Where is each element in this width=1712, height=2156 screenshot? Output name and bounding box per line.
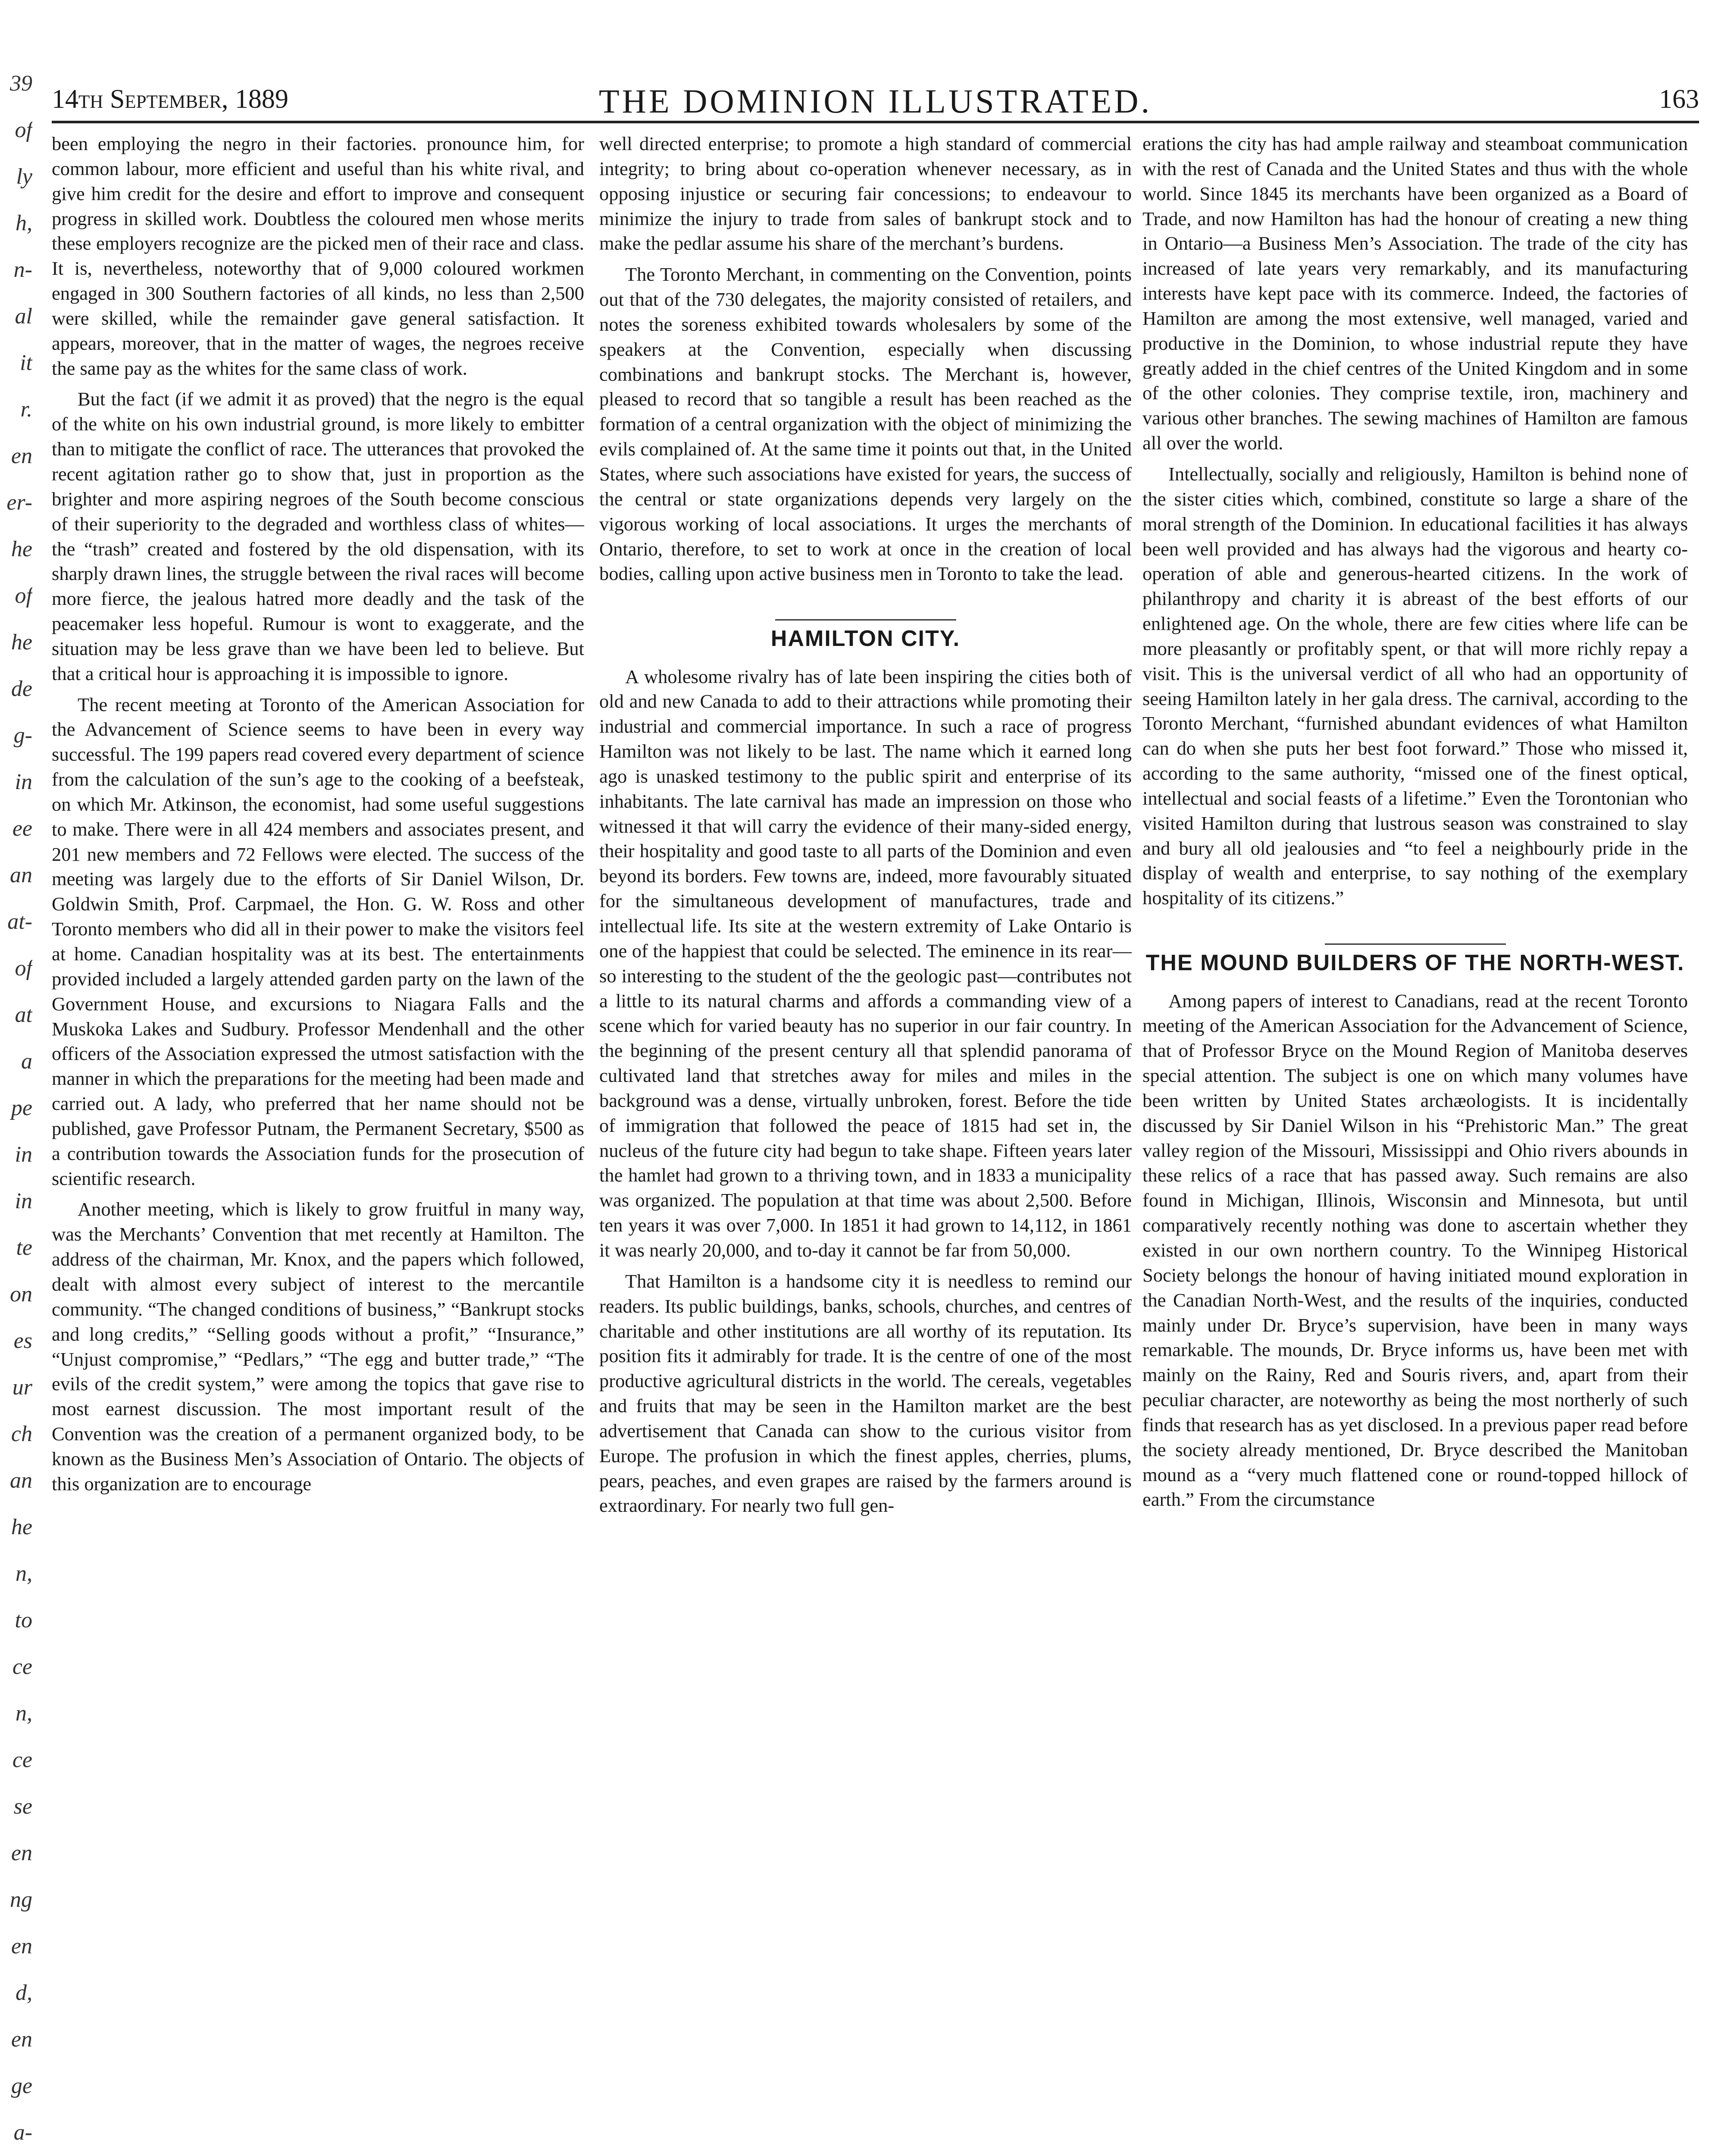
column-3 (1142, 132, 1688, 2156)
margin-fragment: ee (12, 816, 32, 841)
margin-fragment: he (11, 1515, 32, 1539)
margin-fragment: a (21, 1049, 32, 1074)
margin-fragment: at (15, 1003, 32, 1027)
margin-fragment: of (15, 956, 32, 981)
margin-fragment: r. (20, 397, 32, 422)
publication-title: THE DOMINION ILLUSTRATED. (598, 82, 1152, 120)
section-divider (1142, 924, 1688, 937)
margin-fragment: ng (10, 1887, 32, 1912)
margin-fragment: in (15, 770, 32, 794)
margin-fragment: en (11, 444, 32, 468)
page-header (52, 73, 1699, 123)
margin-fragment: te (16, 1235, 32, 1260)
issue-date: 14th September, 1889 (52, 85, 288, 114)
margin-fragment: al (15, 304, 32, 329)
margin-fragment: er- (6, 490, 32, 515)
hamilton-heading: HAMILTON CITY. (770, 626, 961, 652)
paragraph: Intellectually, socially and religiously, Hamilton is behind none of the sister cities which, combined, constitute so large a share of the moral strength of the Dominion. In educational facilities it has always been well provided and has always had the vigorous and hearty co-operation of able and generous-hearted citizens. In the work of philanthropy and charity it is abreast of the best efforts of our enlightened age. On the whole, there are few cities where life can be more pleasantly or profitably spent, or that will more richly repay a visit. This is the universal verdict of all who had an opportunity of seeing Hamilton lately in her gala dress. The carnival, according to the Toronto Merchant, “furnished abundant evidences of what Hamilton can do when she puts her best foot forward.” Those who missed it, according to the same authority, “missed one of the finest optical, intellectual and social feasts of a lifetime.” Even the Torontonian who visited Hamilton during that lustrous season was constrained to slay and bury all old jealousies and “to feel a neighbourly pride in the display of wealth and enterprise, to say nothing of the exemplary hospitality of its citizens.” (1142, 463, 1688, 909)
margin-fragment: ly (16, 164, 32, 189)
margin-fragment: an (10, 1468, 32, 1493)
margin-fragment: h, (16, 211, 32, 235)
margin-fragment: he (11, 537, 32, 561)
margin-fragment: n- (13, 257, 32, 282)
margin-fragment: en (11, 1934, 32, 1959)
margin-fragment: 39 (10, 71, 32, 96)
margin-fragment: es (13, 1329, 32, 1353)
margin-fragment: it (20, 351, 32, 375)
margin-fragment: en (11, 1841, 32, 1865)
paragraph: well directed enterprise; to promote a high standard of commercial integrity; to bring about co-operation whenever necessary, as in opposing injustice or securing fair concessions; to endeavour to minimize the injury to trade from sales of bankrupt stock and to make the pedlar assume his share of the merchant’s burdens. (599, 133, 1132, 254)
margin-fragment: on (10, 1282, 32, 1307)
page-number: 163 (1659, 85, 1699, 114)
section-divider (599, 599, 1132, 612)
paragraph: been employing the negro in their factories. pronounce him, for common labour, more efficient and useful than his white rival, and give him credit for the desire and effort to improve and consequent progress in skilled work. Doubtless the coloured men whose merits these employers recognize are the picked men of their race and class. It is, nevertheless, noteworthy that of 9,000 coloured workmen engaged in 300 Southern factories of all kinds, no less than 2,500 were skilled, while the remainder gave general satisfaction. It appears, moreover, that in the matter of wages, the negroes receive the same pay as the whites for the same class of work. (52, 133, 584, 379)
paragraph: A wholesome rivalry has of late been inspiring the cities both of old and new Canada to add to their attractions while promoting their industrial and commercial importance. In such a race of progress Hamilton was not likely to be last. The name which it earned long ago is unasked testimony to the public spirit and enterprise of its inhabitants. The late carnival has made an impression on those who witnessed it that will carry the evidence of their many-sided energy, their hospitality and good taste to all parts of the Dominion and even beyond its borders. Few towns are, indeed, more favourably situated for the simultaneous development of manufactures, trade and intellectual life. Its site at the western extremity of Lake Ontario is one of the happiest that could be selected. The eminence in its rear—so interesting to the student of the the geologic past—contributes not a little to its natural charms and affords a commanding view of a scene which for varied beauty has no superior in our fair country. In the beginning of the present century all that splendid panorama of cultivated land that stretches away for miles and miles in the background was a dense, virtually unbroken, forest. Before the tide of immigration that followed the peace of 1815 had set in, the nucleus of the future city had begun to take shape. Fifteen years later the hamlet had grown to a thriving town, and in 1833 a municipality was organized. The population at that time was about 2,500. Before ten years it was over 7,000. In 1851 it had grown to 14,112, in 1861 it was nearly 20,000, and to-day it cannot be far from 50,000. (599, 665, 1132, 1261)
margin-fragment: in (15, 1189, 32, 1213)
margin-fragment: n, (16, 1561, 32, 1586)
paragraph: The Toronto Merchant, in commenting on the Convention, points out that of the 730 delegates, the majority consisted of retailers, and notes the soreness exhibited towards wholesalers by some of the speakers at the Convention, especially when discussing combinations and bankrupt stocks. The Merchant is, however, pleased to record that so tangible a result has been reached as the formation of a central organization with the object of minimizing the evils complained of. At the same time it points out that, in the United States, where such associations have existed for years, the success of the central or state organizations depends very largely on the vigorous working of local associations. It urges the merchants of Ontario, therefore, to set to work at once in the creation of local bodies, calling upon active business men in Toronto to take the lead. (599, 263, 1132, 585)
margin-fragment: he (11, 630, 32, 655)
margin-fragment: d, (16, 1981, 32, 2005)
paragraph: erations the city has had ample railway and steamboat communication with the rest of Canada and the United States and thus with the whole world. Since 1845 its merchants have been organized as a Board of Trade, and now Hamilton has had the honour of creating a new thing in Ontario—a Business Men’s Association. The trade of the city has increased of late years very remarkably, and its manufacturing interests have kept pace with its commerce. Indeed, the factories of Hamilton are among the most extensive, well managed, varied and productive in the Dominion, to whose industrial repute they have greatly added in the chief centres of the United Kingdom and in some of the other colonies. They comprise textile, iron, machinery and various other branches. The sewing machines of Hamilton are famous all over the world. (1142, 133, 1688, 454)
margin-fragment: en (11, 2027, 32, 2052)
margin-fragment: a- (13, 2120, 32, 2145)
column-2 (599, 132, 1132, 2156)
left-margin-fragments (0, 60, 32, 2156)
paragraph: That Hamilton is a handsome city it is needless to remind our readers. Its public buildings, banks, schools, churches, and centres of charitable and other institutions are all worthy of its reputation. Its position fits it admirably for trade. It is the centre of one of the most productive agricultural districts in the world. The cereals, vegetables and fruits that may be seen in the Hamilton market are the best advertisement that Canada can show to the curious visitor from Europe. The profusion in which the finest apples, cherries, plums, pears, peaches, and even grapes are raised by the farmers around is extraordinary. For nearly two full gen- (599, 1270, 1132, 1517)
margin-fragment: to (15, 1608, 32, 1633)
margin-fragment: in (15, 1142, 32, 1167)
margin-fragment: an (10, 863, 32, 887)
paragraph: Another meeting, which is likely to grow fruitful in many way, was the Merchants’ Convention that met recently at Hamilton. The address of the chairman, Mr. Knox, and the papers which followed, dealt with almost every subject of interest to the mercantile community. “The changed conditions of business,” “Bankrupt stocks and long credits,” “Selling goods without a profit,” “Insurance,” “Unjust compromise,” “Pedlars,” “The egg and butter trade,” “The evils of the credit system,” were among the topics that gave rise to most earnest discussion. The most important result of the Convention was the creation of a permanent organized body, to be known as the Business Men’s Association of Ontario. The objects of this organization are to encourage (52, 1198, 584, 1495)
paragraph: Among papers of interest to Canadians, read at the recent Toronto meeting of the American Association for the Advancement of Science, that of Professor Bryce on the Mound Region of Manitoba deserves special attention. The subject is one on which many volumes have been written by United States archæologists. It is incidentally discussed by Sir Daniel Wilson in his “Prehistoric Man.” The great valley region of the Missouri, Mississippi and Ohio rivers abounds in these relics of a race that has passed away. Such remains are also found in Michigan, Illinois, Wisconsin and Minnesota, but until comparatively recently nothing was done to ascertain whether they existed in our own northern country. To the Winnipeg Historical Society belongs the honour of having initiated mound exploration in the Canadian North-West, and the results of the inquiries, conducted mainly under Dr. Bryce’s supervision, have been in many ways remarkable. The mounds, Dr. Bryce informs us, have been met with mainly on the Rainy, Red and Souris rivers, and, apart from their peculiar character, are noteworthy as being the most northerly of such finds that research has as yet disclosed. In a previous paper read before the society already mentioned, Dr. Bryce described the Manitoban mound as a “very much flattened cone or round-topped hillock of earth.” From the circumstance (1142, 990, 1688, 1510)
column-1 (52, 132, 584, 2156)
margin-fragment: at- (7, 909, 32, 934)
margin-fragment: of (15, 118, 32, 142)
margin-fragment: de (11, 677, 32, 701)
margin-fragment: ge (11, 2074, 32, 2098)
margin-fragment: ch (11, 1422, 32, 1446)
margin-fragment: of (15, 583, 32, 608)
margin-fragment: se (13, 1794, 32, 1819)
margin-fragment: ce (12, 1655, 32, 1679)
margin-fragment: ce (12, 1748, 32, 1772)
paragraph: But the fact (if we admit it as proved) that the negro is the equal of the white on his own industrial ground, is more likely to embitter than to mitigate the conflict of race. The utterances that provoked the recent agitation rather go to show that, just in proportion as the brighter and more aspiring negroes of the South become conscious of their superiority to the degraded and worthless class of whites—the “trash” created and fostered by the old dispensation, with its sharply drawn lines, the struggle between the rival races will become more fierce, the jealous hatred more deadly and the task of the peacemaker less hopeful. Rumour is wont to exaggerate, and the situation may be less grave than we have been led to believe. But that a critical hour is approaching it is impossible to ignore. (52, 388, 584, 684)
mound-builders-heading: THE MOUND BUILDERS OF THE NORTH-WEST. (1146, 950, 1685, 976)
margin-fragment: n, (16, 1701, 32, 1726)
margin-fragment: pe (11, 1096, 32, 1120)
paragraph: The recent meeting at Toronto of the American Association for the Advancement of Science seems to have been in every way successful. The 199 papers read covered every department of science from the calculation of the sun’s age to the cooking of a beefsteak, on which Mr. Atkinson, the economist, had some useful suggestions to make. There were in all 424 members and associates present, and 201 new members and 72 Fellows were elected. The success of the meeting was largely due to the efforts of Sir Daniel Wilson, Dr. Goldwin Smith, Prof. Carpmael, the Hon. G. W. Ross and other Toronto members who did all in their power to make the visitors feel at home. Canadian hospitality was at its best. The entertainments provided included a largely attended garden party on the lawn of the Government House, and excursions to Niagara Falls and the Muskoka Lakes and Sudbury. Professor Mendenhall and the other officers of the Association expressed the utmost satisfaction with the manner in which the preparations for the meeting had been made and carried out. A lady, who preferred that her name should not be published, gave Professor Putnam, the Permanent Secretary, $500 as a contribution towards the Association funds for the prosecution of scientific research. (52, 693, 584, 1189)
margin-fragment: ur (12, 1375, 32, 1400)
margin-fragment: g- (13, 723, 32, 748)
